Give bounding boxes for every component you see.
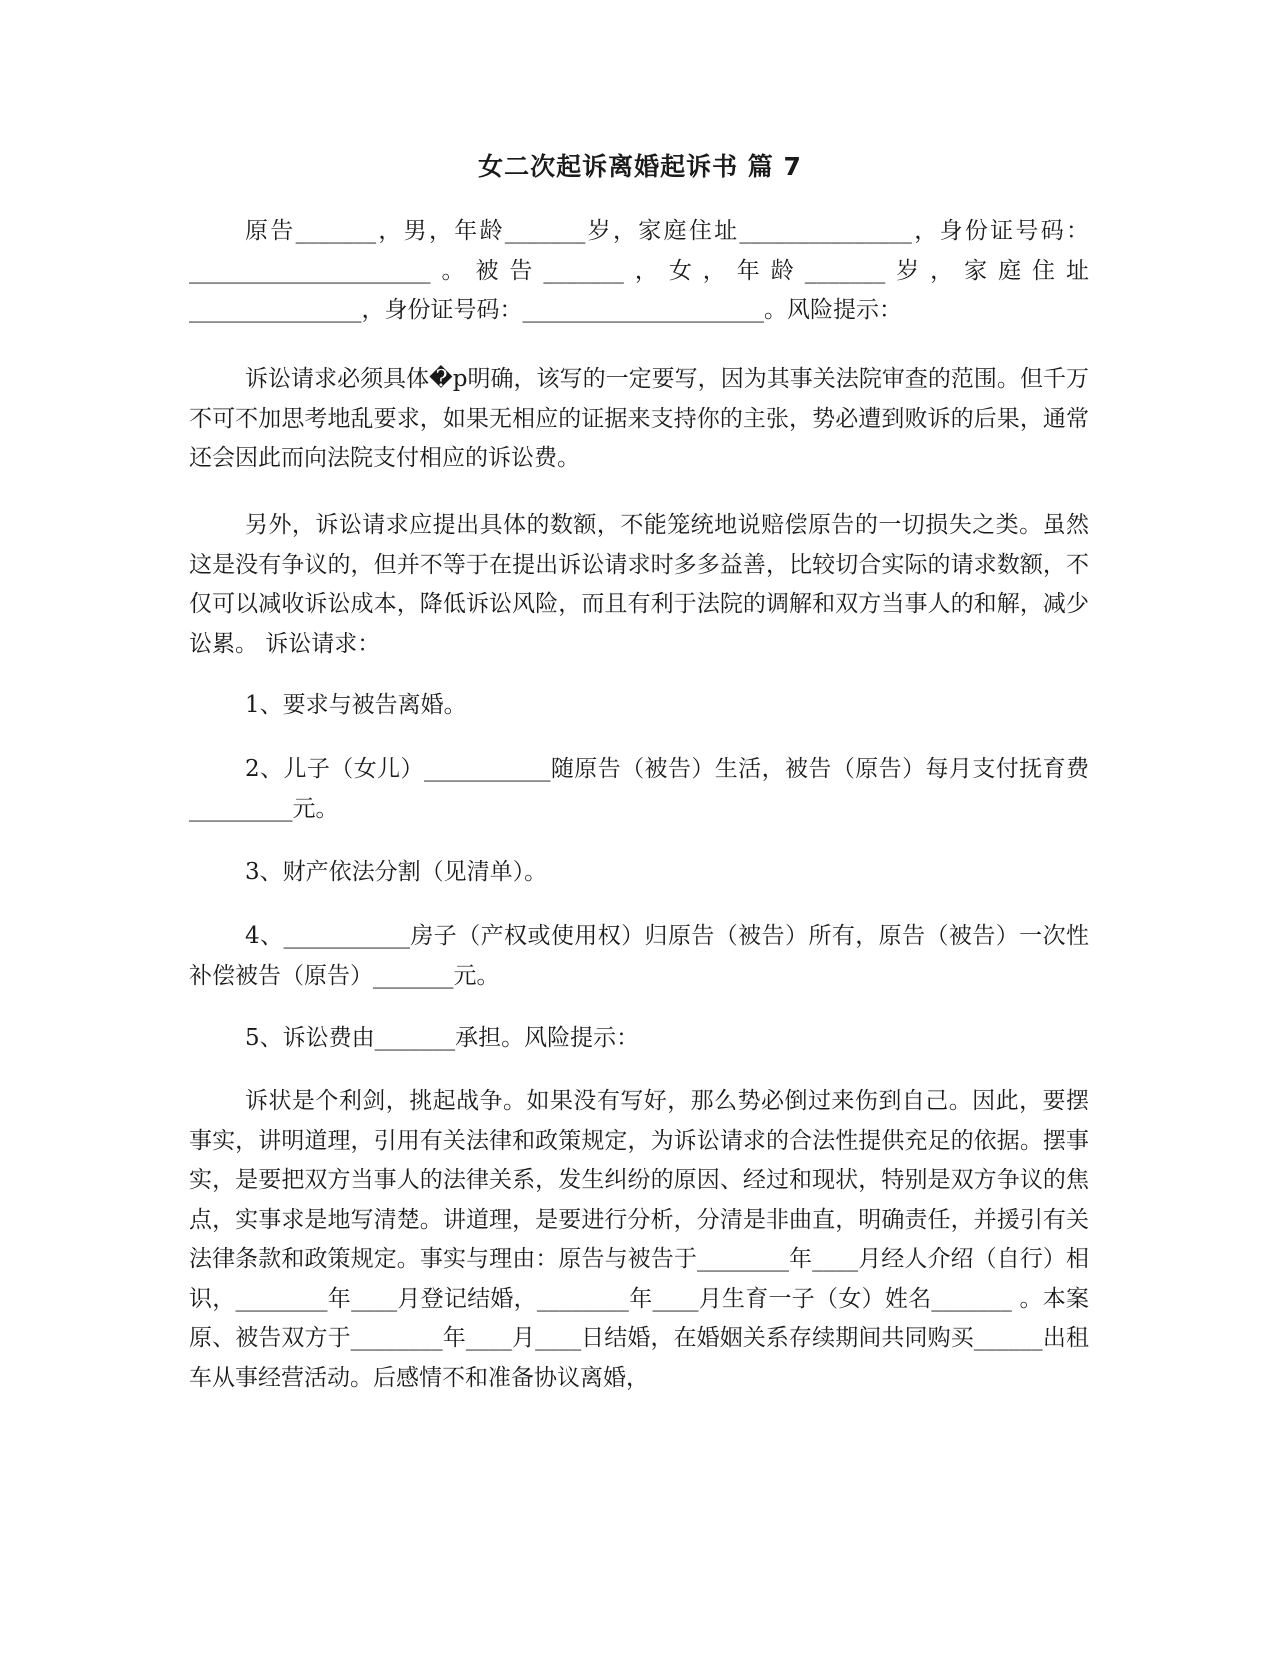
claim-item-4: 4、___________房子（产权或使用权）归原告（被告）所有，原告（被告）一次性补偿被告（原告）_______元。 bbox=[189, 923, 1089, 989]
claim-item-2: 2、儿子（女儿）___________随原告（被告）生活，被告（原告）每月支付抚育费_________元。 bbox=[189, 756, 1089, 822]
claim-item-5: 5、诉讼费由_______承担。风险提示： bbox=[245, 1025, 640, 1051]
paragraph-claim-requirements: 诉讼请求必须具体�p明确，该写的一定要写，因为其事关法院审查的范围。但千万不可不加思考地乱要求，如果无相应的证据来支持你的主张，势必遭到败诉的后果，通常还会因此而向法院支付相应的诉讼费。 bbox=[189, 366, 1089, 471]
paragraph-facts-and-reasons: 诉状是个利剑，挑起战争。如果没有写好，那么势必倒过来伤到自己。因此，要摆事实，讲明道理，引用有关法律和政策规定，为诉讼请求的合法性提供充足的依据。摆事实，是要把双方当事人的法律关系，发生纠纷的原因、经过和现状，特别是双方争议的焦点，实事求是地写清楚。讲道理，是要进行分析，分清是非曲直，明确责任，并援引有关法律条款和政策规定。事实与理由：原告与被告于________年____月经人介绍（自行）相识，________年____月登记结婚，________年____月生育一子（女）姓名_______ 。本案原、被告双方于________年____月____日结婚，在婚姻关系存续期间共同购买______出租车从事经营活动。后感情不和准备协议离婚， bbox=[189, 1088, 1089, 1391]
paragraph-parties: 原告_______，男，年龄_______岁，家庭住址_______________，身份证号码：_____________________。被告_______，女，年龄_______岁，家庭住址_______________，身份证号码：_____________________。风险提示： bbox=[189, 218, 1089, 323]
document-title: 女二次起诉离婚起诉书 篇 7 bbox=[478, 152, 802, 181]
claim-item-3: 3、财产依法分割（见清单）。 bbox=[245, 859, 548, 885]
paragraph-claim-amount: 另外，诉讼请求应提出具体的数额，不能笼统地说赔偿原告的一切损失之类。虽然这是没有争议的，但并不等于在提出诉讼请求时多多益善，比较切合实际的请求数额，不仅可以减收诉讼成本，降低诉讼风险，而且有利于法院的调解和双方当事人的和解，减少讼累。 诉讼请求： bbox=[189, 512, 1089, 657]
claim-item-1: 1、要求与被告离婚。 bbox=[245, 692, 467, 718]
